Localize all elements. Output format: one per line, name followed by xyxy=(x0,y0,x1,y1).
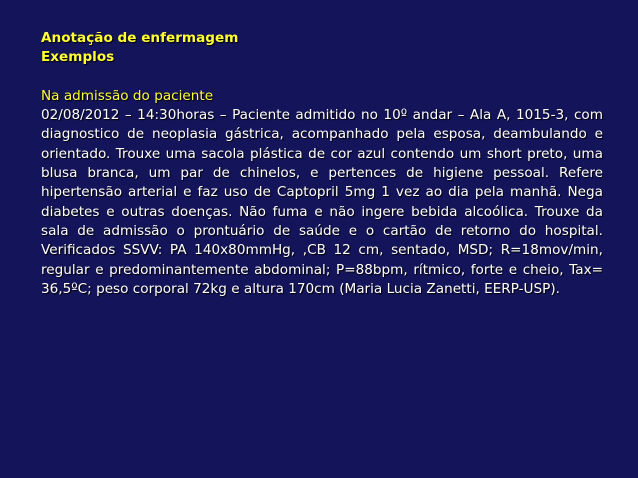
slide-subtitle: Exemplos xyxy=(41,49,115,66)
spacer xyxy=(41,68,603,87)
body-paragraph: 02/08/2012 – 14:30horas – Paciente admitido no 10º andar – Ala A, 1015-3, com diagnostico de neoplasia gástrica, acompanhado pela esposa, deambulando e orientado. Trouxe uma sacola plástica de cor azul contendo um short preto, uma blusa branca, um par de chinelos, e pertences de higiene pessoal. Refere hipertensão arterial e faz uso de Captopril 5mg 1 vez ao dia pela manhã. Nega diabetes e outras doenças. Não fuma e não ingere bebida alcoólica. Trouxe da sala de admissão o prontuário de saúde e o cartão de retorno do hospital. Verificados SSVV: PA 140x80mmHg, ,CB 12 cm, sentado, MSD; R=18mov/min, regular e predominantemente abdominal; P=88bpm, rítmico, forte e cheio, Tax= 36,5ºC; peso corporal 72kg e altura 170cm (Maria Lucia Zanetti, EERP-USP). xyxy=(41,107,603,297)
slide-title: Anotação de enfermagem xyxy=(41,30,239,46)
slide-content xyxy=(41,29,603,299)
section-heading: Na admissão do paciente xyxy=(41,87,214,104)
